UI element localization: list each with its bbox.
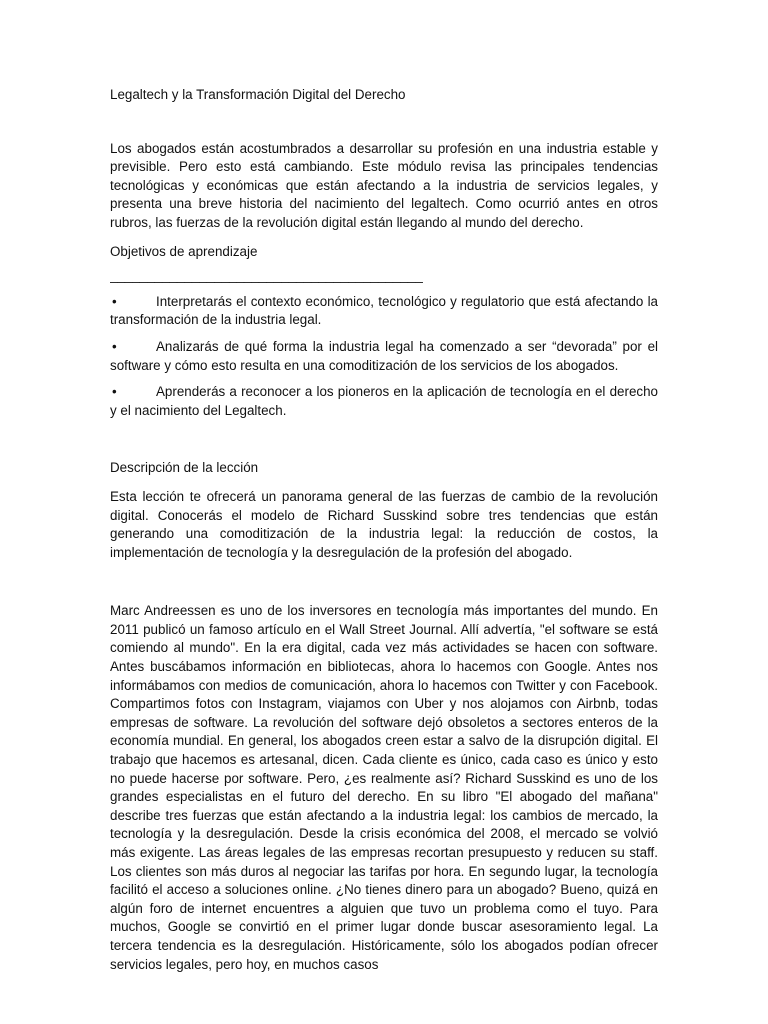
objective-item — [110, 383, 658, 420]
objective-text: Interpretarás el contexto económico, tecnológico y regulatorio que está afectando la transformación de la industria legal. — [110, 293, 658, 328]
intro-paragraph: Los abogados están acostumbrados a desarrollar su profesión en una industria estable y previsible. Pero esto está cambiando. Este módulo revisa las principales tendencias tecnológicas y económicas que están afectando a la industria de servicios legales, y presenta una breve historia del nacimiento del legaltech. Como ocurrió antes en otros rubros, las fuerzas de la revolución digital están llegando al mundo del derecho. — [110, 140, 658, 230]
bullet-icon: • — [112, 384, 117, 400]
document-page — [110, 86, 658, 974]
spacer — [110, 562, 658, 602]
spacer — [110, 478, 658, 488]
objectives-heading: Objetivos de aprendizaje — [110, 243, 258, 259]
separator-rule: __________________________________________ — [110, 268, 423, 284]
spacer — [110, 233, 658, 243]
body-paragraph: Marc Andreessen es uno de los inversores en tecnología más importantes del mundo. En 2011 publicó un famoso artículo en el Wall Street Journal. Allí advertía, "el software se está comiendo al mundo". En la era digital, cada vez más actividades se hacen con software. Antes buscábamos información en bibliotecas, ahora lo hacemos con Google. Antes nos informábamos con medios de comunicación, ahora lo hacemos con Twitter y con Facebook. Compartimos fotos con Instagram, viajamos con Uber y nos alojamos con Airbnb, todas empresas de software. La revolución del software dejó obsoletos a sectores enteros de la economía mundial. En general, los abogados creen estar a salvo de la disrupción digital. El trabajo que hacemos es artesanal, dicen. Cada cliente es único, cada caso es único y esto no puede hacerse por software. Pero, ¿es realmente así? Richard Susskind es uno de los grandes especialistas en el futuro del derecho. En su libro "El abogado del mañana" describe tres fuerzas que están afectando a la industria legal: los cambios de mercado, la tecnología y la desregulación. Desde la crisis económica del 2008, el mercado se volvió más exigente. Las áreas legales de las empresas recortan presupuesto y reducen su staff. Los clientes son más duros al negociar las tarifas por hora. En segundo lugar, la tecnología facilitó el acceso a soluciones online. ¿No tienes dinero para un abogado? Bueno, quizá en algún foro de internet encuentres a alguien que tuvo un problema como el tuyo. Para muchos, Google se convirtió en el primer lugar donde buscar asesoramiento legal. La tercera tendencia es la desregulación. Históricamente, sólo los abogados podían ofrecer servicios legales, pero hoy, en muchos casos — [110, 603, 658, 972]
objectives-list — [110, 293, 658, 421]
spacer — [110, 428, 658, 459]
lesson-heading: Descripción de la lección — [110, 460, 259, 476]
lesson-paragraph: Esta lección te ofrecerá un panorama general de las fuerzas de cambio de la revolución digital. Conocerás el modelo de Richard Susskind sobre tres tendencias que están generando una comoditización de la industria legal: la reducción de costos, la implementación de tecnología y la desregulación de la profesión del abogado. — [110, 488, 658, 560]
bullet-icon: • — [112, 338, 117, 354]
objective-item — [110, 338, 658, 375]
bullet-icon: • — [112, 293, 117, 309]
objective-text: Aprenderás a reconocer a los pioneros en la aplicación de tecnología en el derecho y el nacimiento del Legaltech. — [110, 384, 658, 418]
spacer — [110, 105, 658, 140]
document-title: Legaltech y la Transformación Digital del Derecho — [110, 87, 406, 102]
objective-text: Analizarás de qué forma la industria legal ha comenzado a ser “devorada” por el software y cómo esto resulta en una comoditización de los servicios de los abogados. — [110, 338, 658, 373]
objective-item — [110, 293, 658, 330]
